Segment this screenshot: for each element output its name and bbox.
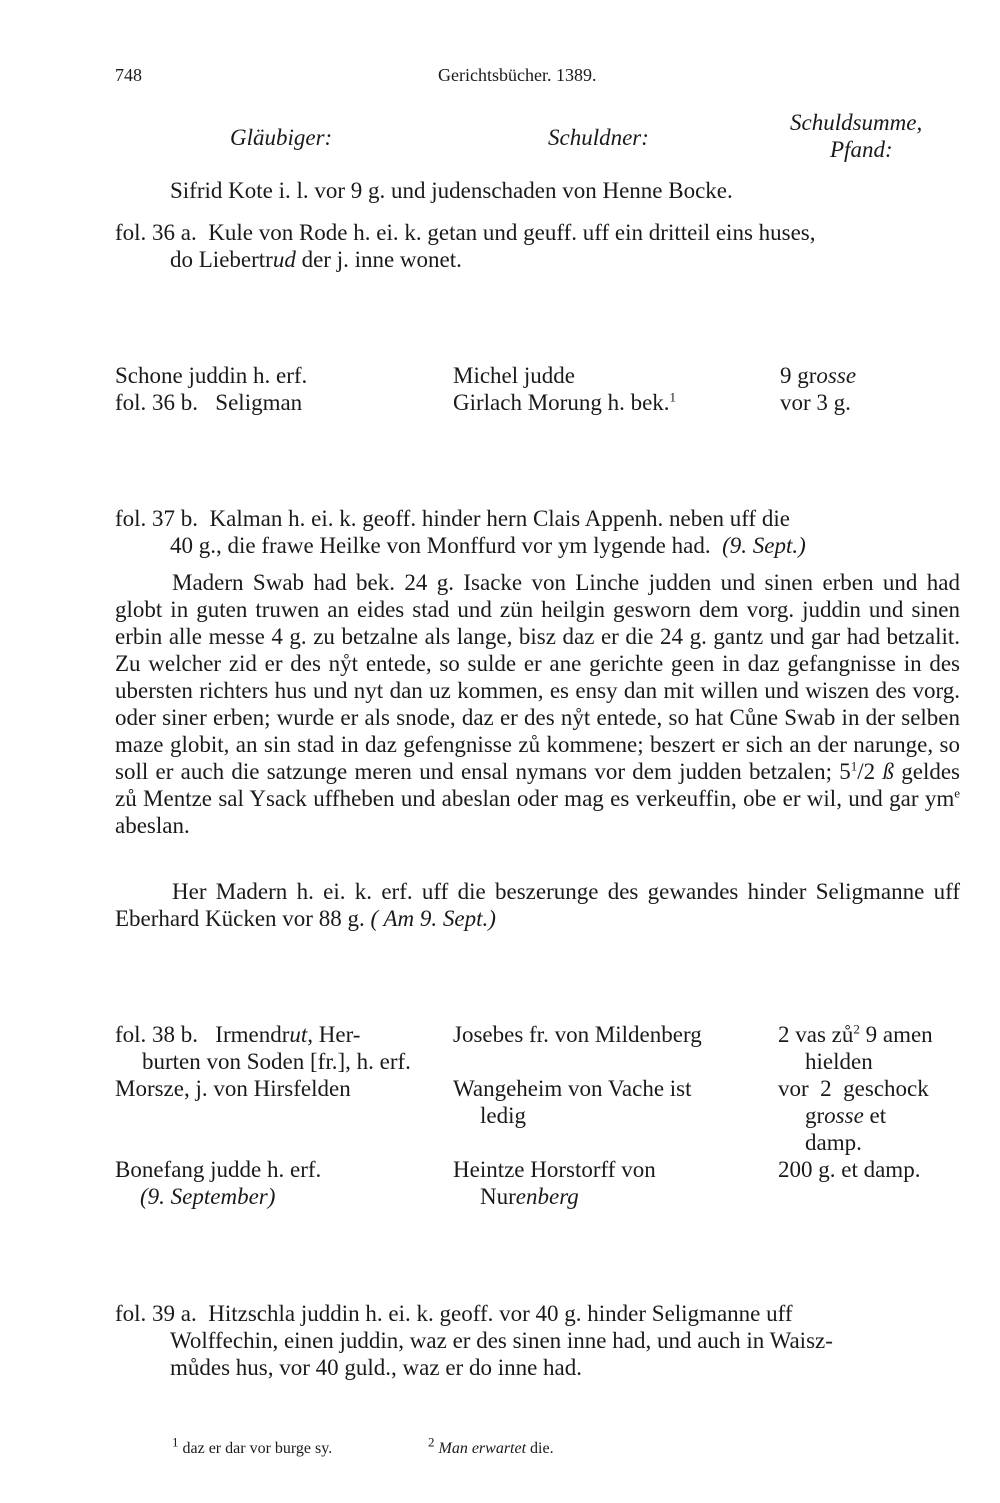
entry-fol-39a-line3: můdes hus, vor 40 guld., waz er do inne had. xyxy=(170,1355,583,1380)
table2-row1-creditor-line1 xyxy=(115,1021,360,1048)
column-heading-debtor: Schuldner: xyxy=(548,125,649,150)
table2-row2-sum-line1: vor 2 geschock xyxy=(778,1076,929,1101)
table2-row2-debtor-line1: Wangeheim von Vache ist xyxy=(453,1076,692,1101)
table2-row2-debtor-line2: ledig xyxy=(480,1103,526,1128)
entry-fol-36a-line2 xyxy=(170,246,462,273)
text-run: der j. inne wonet. xyxy=(295,247,462,272)
text-run: fol. 38 b. Irmendr xyxy=(115,1022,290,1047)
table2-row3-sum: 200 g. et damp. xyxy=(778,1157,921,1182)
text-run: 9 amen xyxy=(859,1022,933,1047)
table2-row3-debtor-line2 xyxy=(480,1183,579,1210)
text-run: Nur xyxy=(480,1184,516,1209)
table1-row1-debtor: Michel judde xyxy=(453,363,575,388)
entry-fol-37b-line2 xyxy=(170,532,806,559)
text-run: do Liebertr xyxy=(170,247,273,272)
footnote-marker: 2 xyxy=(853,1021,860,1037)
column-heading-sum: Schuldsumme, xyxy=(790,110,923,135)
date-annotation: ( Am 9. Sept.) xyxy=(370,906,496,931)
footnote-2 xyxy=(428,1435,554,1462)
text-run: Girlach Morung h. bek. xyxy=(453,390,670,415)
table2-row2-sum-line3: damp. xyxy=(805,1130,862,1155)
entry-fol-39a-line2: Wolffechin, einen juddin, waz er des sinen inne had, und auch in Waisz- xyxy=(170,1328,833,1353)
paragraph-her-madern xyxy=(115,878,960,932)
text-run: 2 vas zů xyxy=(778,1022,854,1047)
text-run: Madern Swab had bek. 24 g. Isacke von Linche judden und sinen erben und had globt in guten truwen an eides stad und zün heilgin gesworn dem vorg. juddin und sinen erbin alle messe 4 g. zu betzalne als lange, bisz daz er die 24 g. gantz und gar had betzalit. Zu welcher zid er des nẙt entede, so sulde er ane gerichte geen in daz gefangnisse in des ubersten richters hus und nyt dan uz kommen, es ensy dan mit willen und wiszen des vorg. oder siner erben; wurde er als snode, daz er des nẙt entede, so hat Cůne Swab in der selben maze globit, an sin stad in daz gefengnisse zů kommene; beszert er sich an der narunge, so soll er auch die satzunge meren und ensal nymans vor dem judden betzalen; 5 xyxy=(115,570,960,784)
table1-row1-sum xyxy=(780,362,856,389)
text-run: Her Madern h. ei. k. erf. uff die beszerunge des gewandes hinder Seligmanne uff Eberhard Kücken vor 88 g. xyxy=(115,879,960,931)
table2-row1-sum-line2: hielden xyxy=(805,1049,873,1074)
footnote-marker: 2 xyxy=(428,1434,435,1450)
column-heading-pledge: Pfand: xyxy=(830,137,893,162)
entry-fol-37b-line1: fol. 37 b. Kalman h. ei. k. geoff. hinder hern Clais Appenh. neben uff die xyxy=(115,506,790,531)
text-run: geldes zů Mentze sal Ysack uffheben und abeslan oder mag es verkeuffin, obe er wil, und gar ym xyxy=(115,759,961,811)
footnote-marker: 1 xyxy=(172,1434,179,1450)
text-run: /2 xyxy=(857,759,883,784)
text-run-italic: enberg xyxy=(515,1184,579,1209)
page-number: 748 xyxy=(115,65,142,85)
text-run: et xyxy=(863,1103,887,1128)
column-heading-creditor: Gläubiger: xyxy=(230,125,333,150)
table2-row2-creditor: Morsze, j. von Hirsfelden xyxy=(115,1076,351,1101)
text-run: Her- xyxy=(313,1022,361,1047)
text-run-italic: osse xyxy=(824,1103,864,1128)
entry-fol-39a-line1: fol. 39 a. Hitzschla juddin h. ei. k. geoff. vor 40 g. hinder Seligmanne uff xyxy=(115,1301,793,1326)
text-run: abeslan. xyxy=(115,813,190,838)
table1-row2-sum: vor 3 g. xyxy=(780,390,851,415)
table2-row3-debtor-line1: Heintze Horstorff von xyxy=(453,1157,656,1182)
running-title: Gerichtsbücher. 1389. xyxy=(438,65,597,85)
table2-row3-creditor-line2: (9. September) xyxy=(140,1184,276,1209)
text-run-italic: ud xyxy=(272,247,296,272)
footnote-marker: 1 xyxy=(669,389,677,405)
text-run: 9 gr xyxy=(780,363,817,388)
table2-row1-sum-line1 xyxy=(778,1021,933,1048)
footnote-1 xyxy=(172,1435,332,1462)
text-run-italic: ß xyxy=(882,759,894,784)
table2-row1-creditor-line2: burten von Soden [fr.], h. erf. xyxy=(142,1049,411,1074)
footnote-text: die. xyxy=(526,1440,554,1457)
footnote-text: daz er dar vor burge sy. xyxy=(178,1440,333,1457)
entry-fol-36a-line1: fol. 36 a. Kule von Rode h. ei. k. getan und geuff. uff ein dritteil eins huses, xyxy=(115,220,816,245)
table1-row1-creditor: Schone juddin h. erf. xyxy=(115,363,308,388)
text-run: 40 g., die frawe Heilke von Monffurd vor ym lygende had. xyxy=(170,533,723,558)
text-run: gr xyxy=(805,1103,825,1128)
superscript: 1 xyxy=(850,758,858,774)
table2-row2-sum-line2 xyxy=(805,1102,886,1129)
entry-sifrid: Sifrid Kote i. l. vor 9 g. und judenschaden von Henne Bocke. xyxy=(170,178,733,203)
paragraph-madern-swab xyxy=(115,569,960,839)
text-run-italic: ut, xyxy=(289,1022,314,1047)
text-run-italic: osse xyxy=(816,363,857,388)
table1-row2-debtor xyxy=(453,389,676,416)
footnote-text-italic: Man erwartet xyxy=(438,1440,527,1457)
table1-row2-creditor: fol. 36 b. Seligman xyxy=(115,390,303,415)
table2-row1-debtor: Josebes fr. von Mildenberg xyxy=(453,1022,702,1047)
superscript: e xyxy=(954,785,960,801)
table2-row3-creditor-line1: Bonefang judde h. erf. xyxy=(115,1157,322,1182)
date-annotation: (9. Sept.) xyxy=(722,533,806,558)
